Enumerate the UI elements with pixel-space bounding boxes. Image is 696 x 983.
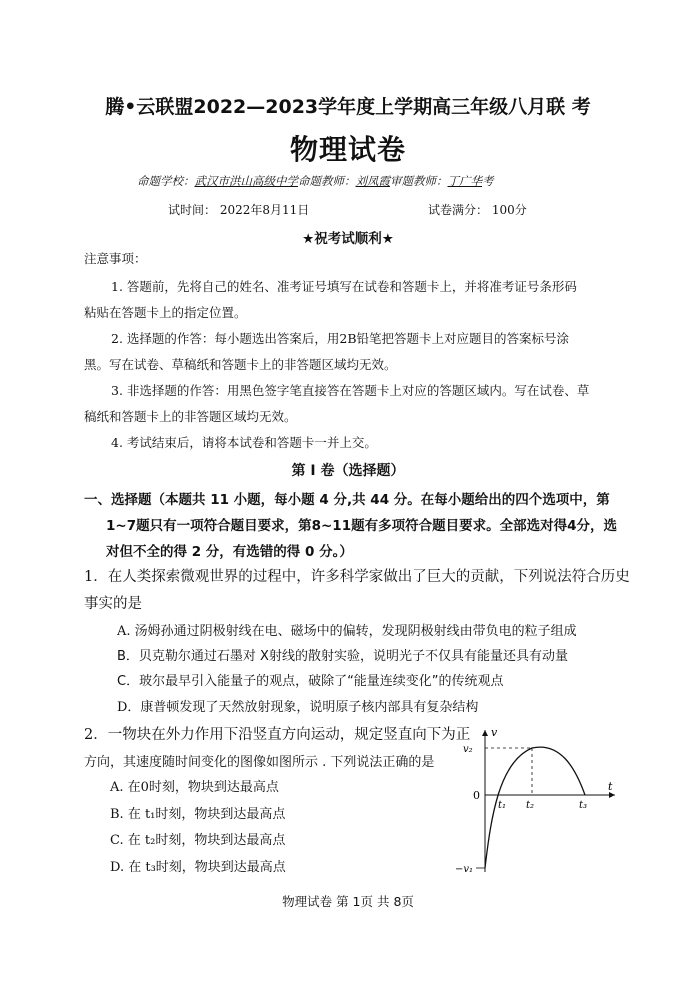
notes-line: 粘贴在答题卡上的指定位置。	[84, 305, 247, 320]
section-instructions: 1~7题只有一项符合题目要求，第8~11题有多项符合题目要求。全部选对得4分，选	[106, 518, 617, 534]
t3-label: t₃	[579, 800, 588, 811]
notes-heading: 注意事项：	[84, 251, 147, 266]
question-1-option-c: C．玻尔最早引入能量子的观点，破除了“能量连续变化”的传统观点	[117, 674, 504, 689]
reviewer-name: 丁广华	[447, 174, 482, 188]
question-2-stem: 方向，其速度随时间变化的图像如图所示 . 下列说法正确的是	[84, 755, 435, 770]
t2-label: t₂	[526, 800, 535, 811]
question-2-option-b: B. 在 t₁时刻，物块到达最高点	[110, 807, 286, 822]
part-one-title: 第 Ⅰ 卷（选择题）	[291, 463, 405, 479]
blessing: ★祝考试顺利★	[302, 231, 394, 247]
page-footer: 物理试卷 第 1页 共 8页	[282, 894, 414, 909]
notes-line: 4. 考试结束后，请将本试卷和答题卡一并上交。	[111, 435, 377, 450]
velocity-time-graph	[435, 722, 620, 880]
question-2-stem: 2．一物块在外力作用下沿竖直方向运动，规定竖直向下为正	[84, 727, 471, 743]
setter-label: 命题教师：	[298, 174, 356, 188]
notes-line: 1. 答题前，先将自己的姓名、准考证号填写在试卷和答题卡上，并将准考证号条形码	[111, 279, 577, 294]
t-axis-label: t	[608, 780, 613, 793]
setters-line	[137, 173, 494, 189]
exam-series-title: 腾•云联盟2022—2023学年度上学期高三年级八月联 考	[105, 96, 591, 118]
reviewer-label: 审题教师：	[390, 174, 448, 188]
section-instructions: 对但不全的得 2 分，有选错的得 0 分。）	[106, 544, 353, 560]
question-2-option-a: A. 在0时刻，物块到达最高点	[110, 780, 279, 795]
notes-line: 黑。写在试卷、草稿纸和答题卡上的非答题区域均无效。	[84, 357, 397, 372]
full-score: 试卷满分： 100分	[428, 203, 527, 217]
setters-suffix: 考	[482, 174, 494, 188]
notes-line: 2. 选择题的作答：每小题选出答案后，用2B铅笔把答题卡上对应题目的答案标号涂	[111, 331, 570, 346]
question-2-option-d: D. 在 t₃时刻，物块到达最高点	[110, 860, 286, 875]
notes-line: 3. 非选择题的作答：用黑色签字笔直接答在答题卡上对应的答题区域内。写在试卷、草	[111, 383, 590, 398]
setter-name: 刘凤霞	[355, 174, 390, 188]
origin-label: 0	[473, 789, 480, 802]
t1-label: t₁	[498, 800, 507, 811]
setters-prefix: 命题学校：	[137, 174, 195, 188]
question-1-option-b: B．贝克勒尔通过石墨对 X射线的散射实验，说明光子不仅具有能量还具有动量	[117, 649, 568, 664]
school-name: 武汉市洪山高级中学	[194, 174, 298, 188]
v-axis-label: v	[491, 726, 498, 739]
question-1-stem: 1．在人类探索微观世界的过程中，许多科学家做出了巨大的贡献，下列说法符合历史	[84, 569, 630, 585]
subject-title: 物理试卷	[289, 133, 406, 166]
section-instructions: 一、选择题（本题共 11 小题，每小题 4 分,共 44 分。在每小题给出的四个选项中，第	[84, 492, 610, 508]
question-1-option-a: A. 汤姆孙通过阴极射线在电、磁场中的偏转，发现阴极射线由带负电的粒子组成	[117, 624, 577, 639]
v2-label: v₂	[463, 744, 473, 755]
exam-time: 试时间： 2022年8月11日	[168, 203, 310, 217]
notes-line: 稿纸和答题卡上的非答题区域均无效。	[84, 409, 297, 424]
question-2-option-c: C. 在 t₂时刻，物块到达最高点	[110, 833, 286, 848]
neg-v1-label: −v₁	[455, 864, 474, 875]
question-1-option-d: D．康普顿发现了天然放射现象，说明原子核内部具有复杂结构	[117, 700, 479, 715]
question-1-stem: 事实的是	[84, 596, 142, 612]
